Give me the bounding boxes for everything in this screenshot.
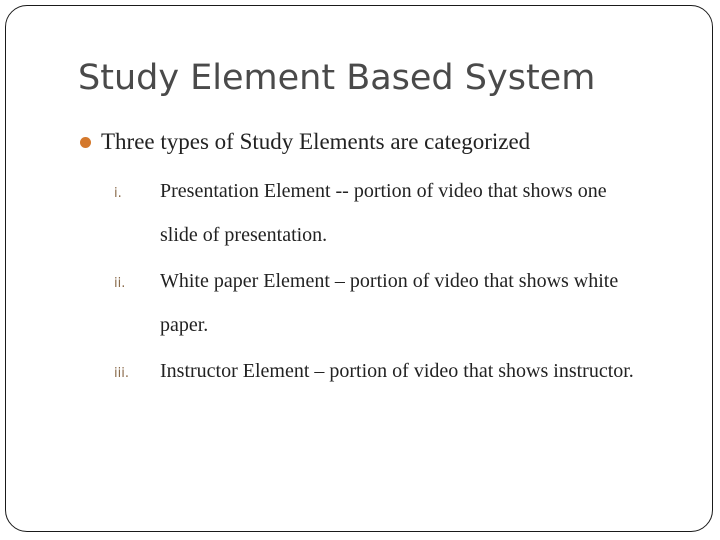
sub-item-marker: ii. — [114, 276, 126, 291]
sub-item-line: Presentation Element -- portion of video that shows one — [160, 180, 607, 202]
sub-item-marker: iii. — [114, 366, 129, 381]
sub-item-line: White paper Element – portion of video that shows white — [160, 270, 619, 292]
sub-item-line: slide of presentation. — [160, 224, 328, 246]
main-bullet-text: Three types of Study Elements are categorized — [101, 129, 531, 154]
sub-item-line: paper. — [160, 314, 209, 336]
main-bullet — [80, 129, 530, 155]
bullet-dot-icon — [80, 137, 91, 148]
sub-item-line: Instructor Element – portion of video that shows instructor. — [160, 360, 634, 382]
sub-item-marker: i. — [114, 186, 122, 201]
slide-title: Study Element Based System — [78, 58, 596, 98]
